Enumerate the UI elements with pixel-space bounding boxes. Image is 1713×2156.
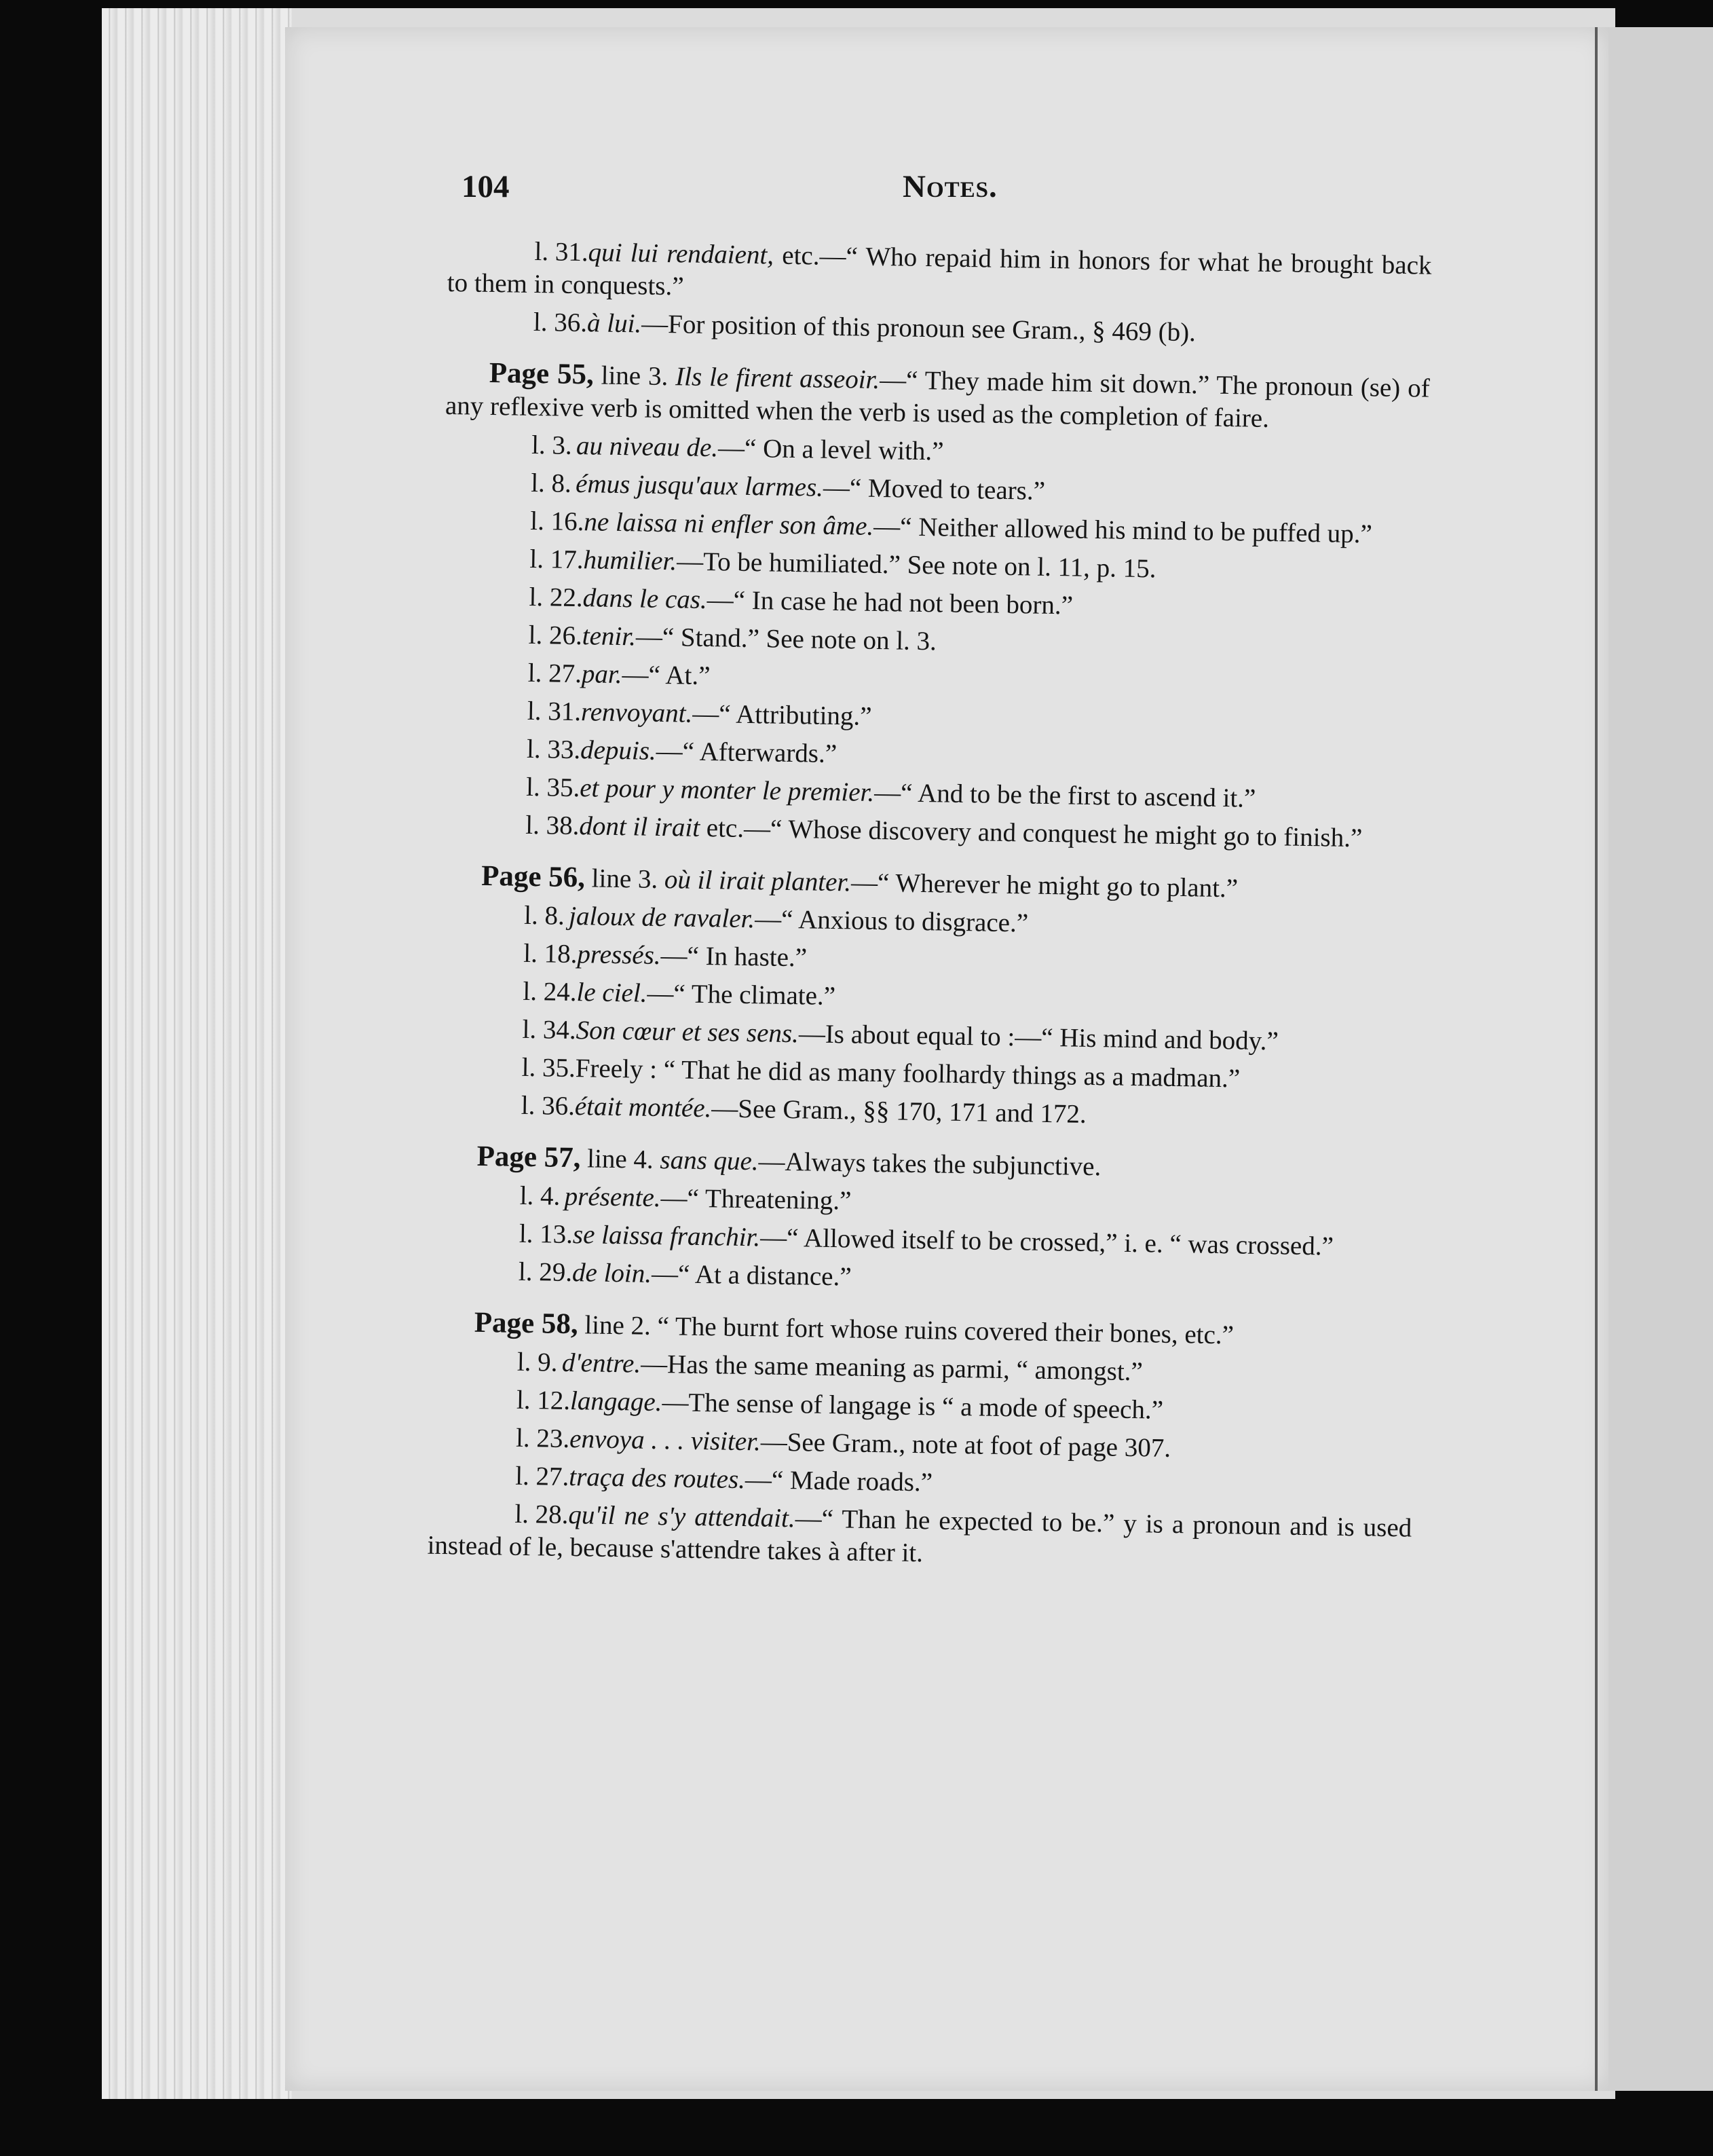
note-text: —“ Than he expected to be.” y is a pronoun and is used instead of le, because s'attendre takes à after it. <box>427 1504 1412 1568</box>
note-page-heading: Page 58, <box>474 1306 579 1341</box>
note-text: —“ At a distance.” <box>651 1259 852 1292</box>
french-phrase: Ils le firent asseoir. <box>675 362 880 395</box>
note-line-ref: l. 23. <box>515 1423 570 1454</box>
note-text: —“ Anxious to disgrace.” <box>754 904 1029 938</box>
french-phrase: de loin. <box>571 1258 652 1288</box>
french-phrase: envoya . . . visiter. <box>569 1424 761 1457</box>
note-text: —“ Afterwards.” <box>656 736 837 769</box>
french-phrase: renvoyant. <box>580 697 693 728</box>
page-number: 104 <box>462 169 510 204</box>
french-phrase: émus jusqu'aux larmes. <box>575 469 824 502</box>
note-text: —“ In case he had not been born.” <box>707 585 1074 620</box>
note-text: “ The burnt fort whose ruins covered their bones, etc.” <box>657 1312 1235 1350</box>
note-text: —“ On a level with.” <box>717 433 944 466</box>
note-page-heading: Page 57, <box>476 1140 581 1174</box>
note-text: —Is about equal to :—“ His mind and body.” <box>798 1019 1279 1056</box>
french-phrase: sans que. <box>660 1145 759 1176</box>
note-line-ref: l. 3. <box>531 430 573 460</box>
page-note <box>445 356 1430 438</box>
note-line-ref: l. 9. <box>516 1347 558 1377</box>
french-phrase: qu'il ne s'y attendait. <box>568 1500 796 1534</box>
note-line-ref: line 3. <box>593 360 669 392</box>
note-text: —See Gram., §§ 170, 171 and 172. <box>711 1094 1087 1129</box>
note-line-ref: line 3. <box>584 863 658 894</box>
note-line-ref: l. 35. <box>525 772 580 803</box>
note-line-ref: l. 4. <box>519 1181 561 1211</box>
note-text: —“ Stand.” See note on l. 3. <box>635 622 937 656</box>
french-phrase: à lui. <box>586 308 642 339</box>
note-text: —“ The climate.” <box>647 978 836 1011</box>
note-text: etc.—“ Who repaid him in honors for what he brought back to them in conquests.” <box>447 240 1432 301</box>
note-line-ref: l. 31. <box>534 237 589 267</box>
note-line-ref: l. 8. <box>530 468 572 498</box>
french-phrase: le ciel. <box>576 978 647 1008</box>
note-text: —Always takes the subjunctive. <box>758 1147 1102 1182</box>
note-text: —The sense of langage is “ a mode of speech.” <box>662 1388 1164 1425</box>
note-text: —“ Made roads.” <box>745 1465 933 1498</box>
note-line-ref: l. 26. <box>528 620 583 651</box>
note-line-ref: l. 13. <box>519 1219 573 1250</box>
french-phrase: humilier. <box>583 545 677 576</box>
french-phrase: dans le cas. <box>582 583 708 615</box>
note-text: Freely : “ That he did as many foolhardy things as a madman.” <box>575 1054 1241 1094</box>
note-text: —“ Allowed itself to be crossed,” i. e. “ was crossed.” <box>759 1223 1334 1261</box>
note-text: —To be humiliated.” See note on l. 11, p. 15. <box>676 546 1156 584</box>
french-phrase: par. <box>581 659 622 690</box>
french-phrase: tenir. <box>582 621 637 652</box>
note-text: —“ Neither allowed his mind to be puffed up.” <box>873 511 1373 549</box>
running-title: Notes. <box>903 169 998 204</box>
french-phrase: jaloux de ravaler. <box>568 901 755 934</box>
note-line-ref: l. 36. <box>521 1090 576 1121</box>
french-phrase: langage. <box>569 1386 662 1417</box>
note-text: —“ Threatening.” <box>660 1183 852 1216</box>
note-page-heading: Page 56, <box>481 859 586 894</box>
note-line-ref: l. 38. <box>525 810 580 841</box>
note-line-ref: l. 8. <box>523 900 565 931</box>
facing-page-edge <box>1608 27 1713 2091</box>
note-line-ref: l. 22. <box>529 582 584 613</box>
note-text: —Has the same meaning as parmi, “ amongst.” <box>640 1349 1144 1387</box>
note-line-ref: l. 17. <box>529 544 584 575</box>
note-text: —“ They made him sit down.” The pronoun (se) of any reflexive verb is omitted when the verb is used as the completion of faire. <box>445 365 1430 434</box>
note-line-ref: l. 31. <box>527 696 582 727</box>
french-phrase: traça des routes. <box>569 1462 746 1495</box>
note-line-ref: l. 24. <box>523 976 577 1007</box>
french-phrase: se laissa franchir. <box>572 1220 761 1252</box>
note-line-ref: l. 34. <box>522 1014 577 1045</box>
note-line-ref: line 4. <box>580 1144 654 1174</box>
french-phrase: et pour y monter le premier. <box>579 773 875 807</box>
french-phrase: présente. <box>564 1181 661 1213</box>
french-phrase: Son cœur et ses sens. <box>576 1016 799 1049</box>
french-phrase: d'entre. <box>561 1348 641 1379</box>
note-line-ref: l. 36. <box>533 307 588 338</box>
note-text: etc.—“ Whose discovery and conquest he might go to finish.” <box>699 813 1363 853</box>
binding-edge <box>1595 27 1598 2091</box>
note-line-ref: l. 33. <box>526 734 581 765</box>
note-line-ref: l. 29. <box>518 1257 573 1288</box>
note-text: —“ Attributing.” <box>692 699 872 731</box>
note-text: —“ Wherever he might go to plant.” <box>850 868 1239 904</box>
french-phrase: où il irait planter. <box>664 865 852 897</box>
note-text: —“ At.” <box>622 660 711 691</box>
note-text: —For position of this pronoun see Gram., § 469 (b). <box>641 309 1197 348</box>
french-phrase: dont il irait <box>579 811 700 842</box>
french-phrase: pressés. <box>577 940 661 971</box>
note-page-heading: Page 55, <box>489 356 595 391</box>
note-line-ref: l. 28. <box>514 1499 569 1530</box>
note-line-ref: l. 12. <box>516 1385 571 1416</box>
french-phrase: depuis. <box>580 735 657 766</box>
note-line-ref: l. 35. <box>521 1052 576 1083</box>
note-line-ref: l. 27. <box>527 658 582 689</box>
note-line-ref: l. 18. <box>523 938 578 969</box>
french-phrase: au niveau de. <box>576 431 719 463</box>
note-text: —“ Moved to tears.” <box>823 472 1046 506</box>
note-line-ref: l. 27. <box>514 1461 569 1492</box>
note-line-ref: l. 16. <box>530 506 584 537</box>
note-line-ref: line 2. <box>578 1310 652 1341</box>
stacked-page-edges <box>102 8 292 2099</box>
note-text: —“ And to be the first to ascend it.” <box>873 777 1256 813</box>
french-phrase: était montée. <box>574 1092 712 1123</box>
note-text: —“ In haste.” <box>660 941 808 973</box>
french-phrase: qui lui rendaient, <box>588 238 774 270</box>
notes-list <box>427 234 1432 1578</box>
note-text: —See Gram., note at foot of page 307. <box>760 1427 1171 1463</box>
french-phrase: ne laissa ni enfler son âme. <box>584 507 874 541</box>
